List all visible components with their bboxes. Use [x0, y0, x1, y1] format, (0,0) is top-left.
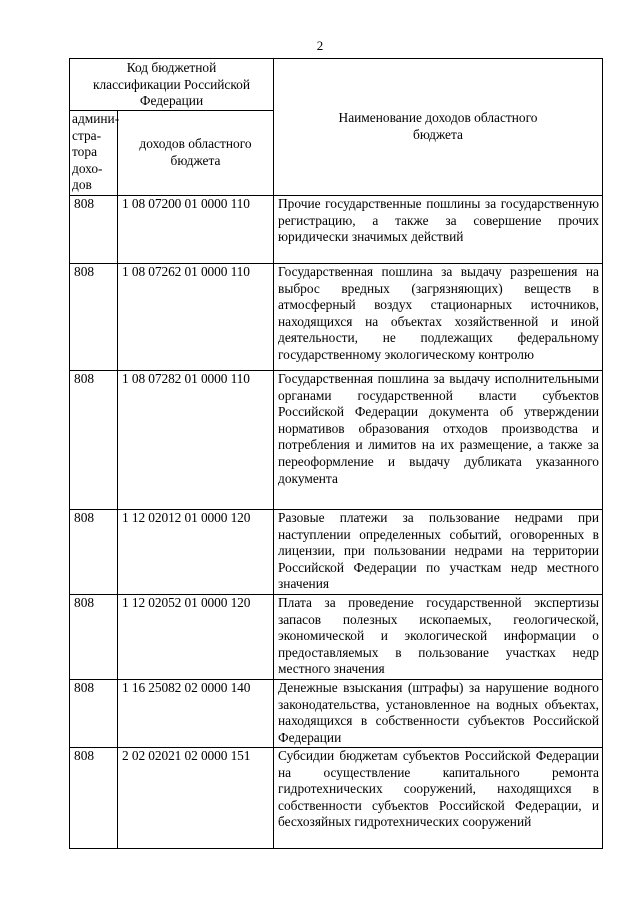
page-number: 2	[316, 38, 324, 53]
row-income-name: Денежные взыскания (штрафы) за нарушение водного законодательства, установленное на водных объектах, находящихся в собственности субъектов Российской Федерации	[274, 680, 603, 748]
row-administrator-code: 808	[70, 510, 118, 595]
row-budget-code: 1 08 07200 01 0000 110	[118, 196, 274, 264]
table-row	[70, 510, 603, 595]
row-administrator-code: 808	[70, 680, 118, 748]
row-administrator-code: 808	[70, 748, 118, 849]
table-row	[70, 680, 603, 748]
row-budget-code: 1 08 07262 01 0000 110	[118, 264, 274, 371]
table-row	[70, 595, 603, 680]
table-row	[70, 264, 603, 371]
table-header-row-top	[70, 59, 603, 111]
header-code-group	[70, 59, 274, 111]
row-administrator-code: 808	[70, 371, 118, 510]
row-income-name: Разовые платежи за пользование недрами при наступлении определенных событий, оговоренных в лицензии, при пользовании недрами на территории Российской Федерации по участкам недр местного значения	[274, 510, 603, 595]
header-administrator	[70, 111, 118, 196]
row-income-name: Субсидии бюджетам субъектов Российской Федерации на осуществление капитального ремонта гидротехнических сооружений, находящихся в собственности субъектов Российской Федерации, и бесхозяйных гидротехнических сооружений	[274, 748, 603, 849]
row-administrator-code: 808	[70, 595, 118, 680]
row-budget-code: 1 08 07282 01 0000 110	[118, 371, 274, 510]
row-income-name: Прочие государственные пошлины за государственную регистрацию, а также за совершение прочих юридически значимых действий	[274, 196, 603, 264]
header-income-name-text: Наименование доходов областного бюджета	[338, 110, 538, 142]
row-income-name: Государственная пошлина за выдачу разрешения на выброс вредных (загрязняющих) веществ в атмосферный воздух стационарных источников, находящихся на объектах хозяйственной и иной деятельности, не подлежащих федеральному государственному экологическому контролю	[274, 264, 603, 371]
row-administrator-code: 808	[70, 196, 118, 264]
header-income-code-text: доходов областного бюджета	[139, 136, 252, 168]
row-administrator-code: 808	[70, 264, 118, 371]
table-row	[70, 196, 603, 264]
row-budget-code: 1 12 02012 01 0000 120	[118, 510, 274, 595]
budget-classification-table	[69, 58, 603, 849]
row-income-name: Плата за проведение государственной экспертизы запасов полезных ископаемых, геологической, экономической и экологической информации о предоставляемых в пользование участках недр местного значения	[274, 595, 603, 680]
header-administrator-text: админи-стра-тора дохо-дов	[72, 111, 120, 193]
row-budget-code: 1 12 02052 01 0000 120	[118, 595, 274, 680]
header-income-code	[118, 111, 274, 196]
table-row	[70, 371, 603, 510]
header-code-group-text: Код бюджетной классификации Российской Федерации	[92, 60, 251, 109]
row-budget-code: 2 02 02021 02 0000 151	[118, 748, 274, 849]
table-row	[70, 748, 603, 849]
row-income-name: Государственная пошлина за выдачу исполнительными органами государственной власти субъектов Российской Федерации документа об утверждении нормативов образования отходов производства и потребления и лимитов на их размещение, а также за переоформление и выдачу дубликата указанного документа	[274, 371, 603, 510]
row-budget-code: 1 16 25082 02 0000 140	[118, 680, 274, 748]
header-income-name	[274, 59, 603, 196]
